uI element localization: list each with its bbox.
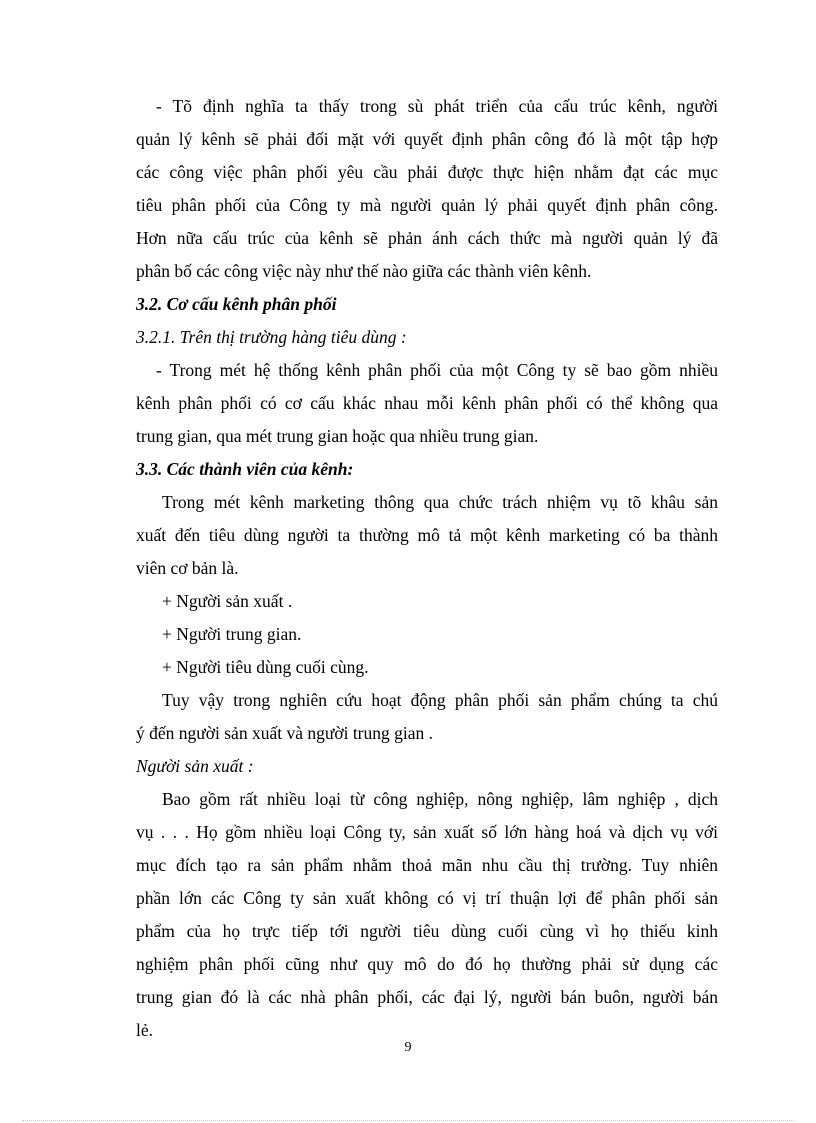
paragraph-line: Bao gồm rất nhiều loại từ công nghiệp, nông nghiệp, lâm nghiệp , dịch: [162, 789, 718, 809]
member-list: [136, 585, 718, 684]
producer-heading: Người sản xuất :: [136, 756, 254, 776]
page-body: [136, 90, 718, 1047]
paragraph-line: viên cơ bản là.: [136, 558, 239, 578]
paragraph-line: quản lý kênh sẽ phải đối mặt với quyết định phân công đó là một tập hợp: [136, 129, 718, 149]
paragraph-line: tiêu phân phối của Công ty mà người quản lý phải quyết định phân công.: [136, 195, 718, 215]
paragraph-line: - Trong mét hệ thống kênh phân phối của một Công ty sẽ bao gồm nhiều: [156, 360, 718, 380]
list-item: + Người tiêu dùng cuối cùng.: [162, 657, 369, 677]
paragraph-channel-members: [136, 486, 718, 585]
paragraph-line: trung gian đó là các nhà phân phối, các đại lý, người bán buôn, người bán: [136, 987, 718, 1007]
paragraph-line: Trong mét kênh marketing thông qua chức trách nhiệm vụ tõ khâu sản: [162, 492, 718, 512]
paragraph-line: - Tõ định nghĩa ta thấy trong sù phát triển của cấu trúc kênh, người: [156, 96, 718, 116]
page-bottom-divider: [22, 1120, 794, 1121]
paragraph-line: lẻ.: [136, 1020, 154, 1040]
paragraph-line: trung gian, qua mét trung gian hoặc qua nhiều trung gian.: [136, 426, 539, 446]
paragraph-line: xuất đến tiêu dùng người ta thường mô tả một kênh marketing có ba thành: [136, 525, 718, 545]
page-number: 9: [404, 1040, 412, 1055]
paragraph-line: ý đến người sản xuất và người trung gian .: [136, 723, 434, 743]
paragraph-line: các công việc phân phối yêu cầu phải được thực hiện nhằm đạt các mục: [136, 162, 718, 182]
list-item: + Người trung gian.: [162, 624, 302, 644]
section-heading-3-3: 3.3. Các thành viên của kênh:: [136, 459, 354, 479]
paragraph-focus: [136, 684, 718, 750]
paragraph-line: nghiệm phân phối cũng như quy mô do đó họ thường phải sử dụng các: [136, 954, 718, 974]
paragraph-line: phần lớn các Công ty sản xuất không có vị trí thuận lợi để phân phối sản: [136, 888, 718, 908]
paragraph-producer: [136, 783, 718, 1047]
section-heading-3-2: 3.2. Cơ cấu kênh phân phối: [136, 294, 337, 314]
paragraph-line: Tuy vậy trong nghiên cứu hoạt động phân phối sản phẩm chúng ta chú: [162, 690, 718, 710]
paragraph-structure-definition: [136, 90, 718, 288]
paragraph-line: Hơn nữa cấu trúc của kênh sẽ phản ánh cách thức mà người quản lý đã: [136, 228, 718, 248]
paragraph-line: mục đích tạo ra sản phẩm nhằm thoả mãn nhu cầu thị trường. Tuy nhiên: [136, 855, 718, 875]
list-item: + Người sản xuất .: [162, 591, 293, 611]
paragraph-line: vụ . . . Họ gồm nhiều loại Công ty, sản xuất số lớn hàng hoá và dịch vụ với: [136, 822, 718, 842]
paragraph-line: kênh phân phối có cơ cấu khác nhau mỗi kênh phân phối có thể không qua: [136, 393, 718, 413]
section-heading-3-2-1: 3.2.1. Trên thị trường hàng tiêu dùng :: [136, 327, 407, 347]
paragraph-line: phân bố các công việc này như thế nào giữa các thành viên kênh.: [136, 261, 592, 281]
paragraph-channel-structure: [136, 354, 718, 453]
paragraph-line: phẩm của họ trực tiếp tới người tiêu dùng cuối cùng vì họ thiếu kinh: [136, 921, 718, 941]
